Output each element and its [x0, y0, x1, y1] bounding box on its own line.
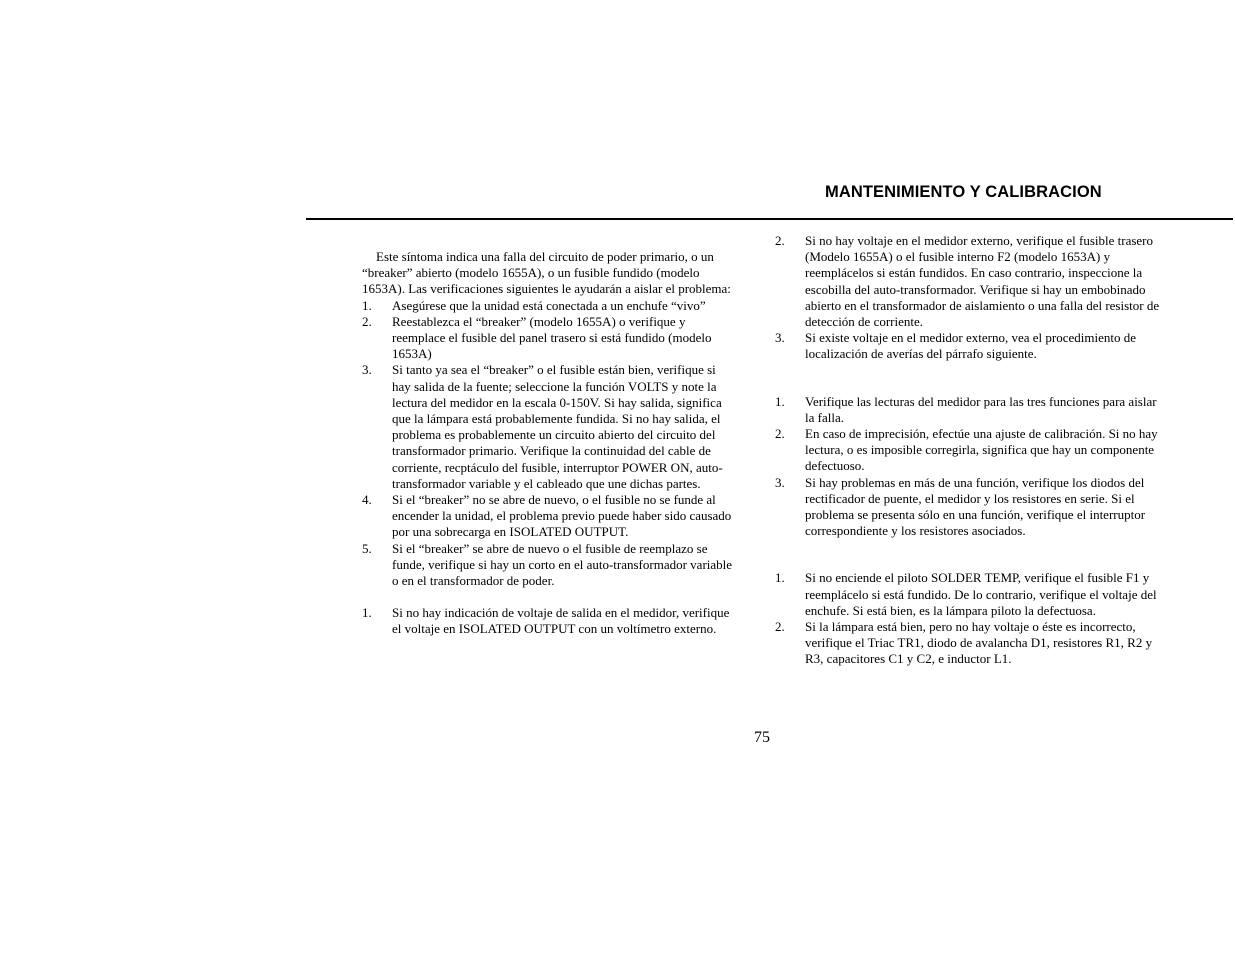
list-item — [775, 426, 1167, 475]
right-list-meter — [775, 394, 1167, 540]
page-number: 75 — [754, 729, 770, 746]
list-item — [362, 362, 737, 492]
intro-paragraph: Este síntoma indica una falla del circuito de poder primario, o un “breaker” abierto (modelo 1655A), o un fusible fundido (modelo 1653A). Las verificaciones siguientes le ayudarán a aislar el problema: — [362, 249, 731, 297]
item-number: 1. — [775, 570, 785, 586]
right-column — [775, 233, 1167, 668]
item-number: 3. — [775, 474, 785, 490]
item-text: Asegúrese que la unidad está conectada a un enchufe “vivo” — [392, 297, 706, 313]
item-number: 2. — [362, 313, 372, 329]
item-number: 4. — [362, 492, 372, 508]
section-spacer — [362, 589, 737, 605]
list-item — [775, 570, 1167, 619]
item-number: 3. — [775, 330, 785, 346]
list-item — [362, 541, 737, 590]
right-list-solder — [775, 570, 1167, 667]
item-text: Verifique las lecturas del medidor para las tres funciones para aislar la falla. — [805, 393, 1157, 425]
list-item — [775, 330, 1167, 362]
item-text: Si el “breaker” no se abre de nuevo, o el fusible no se funde al encender la unidad, el problema previo puede haber sido causado por una sobrecarga en ISOLATED OUTPUT. — [392, 492, 732, 540]
item-text: Reestablezca el “breaker” (modelo 1655A) o verifique y reemplace el fusible del panel trasero si está fundido (modelo 1653A) — [392, 313, 712, 362]
list-item — [775, 475, 1167, 540]
left-list-output — [362, 605, 737, 637]
item-text: Si no hay indicación de voltaje de salida en el medidor, verifique el voltaje en ISOLATED OUTPUT con un voltímetro externo. — [392, 605, 730, 637]
item-number: 2. — [775, 619, 785, 635]
section-spacer — [775, 363, 1167, 394]
item-text: Si existe voltaje en el medidor externo, vea el procedimiento de localización de averías del párrafo siguiente. — [805, 330, 1137, 362]
item-number: 1. — [362, 605, 372, 621]
item-text: Si no enciende el piloto SOLDER TEMP, verifique el fusible F1 y reemplácelo si está fundido. De lo contrario, verifique el voltaje del enchufe. Si está bien, es la lámpara piloto la defectuosa. — [805, 570, 1157, 618]
left-list-primary — [362, 298, 737, 590]
list-item — [362, 314, 737, 363]
item-number: 1. — [362, 297, 372, 313]
list-item — [775, 233, 1167, 330]
item-text: Si la lámpara está bien, pero no hay voltaje o éste es incorrecto, verifique el Triac TR1, diodo de avalancha D1, resistores R1, R2 y R3, capacitores C1 y C2, e inductor L1. — [805, 619, 1153, 667]
item-number: 2. — [775, 426, 785, 442]
item-text: Si el “breaker” se abre de nuevo o el fusible de reemplazo se funde, verifique si hay un corto en el auto-transformador variable o en el transformador de poder. — [392, 540, 733, 589]
section-title: MANTENIMIENTO Y CALIBRACION — [825, 183, 1102, 201]
list-item — [362, 605, 737, 637]
item-number: 5. — [362, 540, 372, 556]
list-item — [775, 619, 1167, 668]
list-item — [775, 394, 1167, 426]
item-text: Si tanto ya sea el “breaker” o el fusible están bien, verifique si hay salida de la fuente; seleccione la función VOLTS y note la lectura del medidor en la escala 0-150V. Si hay salida, significa que la lámpara está probablemente fundida. Si no hay salida, el problema es probablemente un circuito abierto del circuito del transformador primario. Verifique la continuidad del cable de corriente, recptáculo del fusible, interruptor POWER ON, auto-transformador variable y el cableado que une dichas partes. — [392, 362, 723, 491]
item-text: Si no hay voltaje en el medidor externo, verifique el fusible trasero (Modelo 1655A) o el fusible interno F2 (modelo 1653A) y reemplácelos si están fundidos. En caso contrario, inspeccione la escobilla del auto-transformador. Verifique si hay un embobinado abierto en el transformador de aislamiento o una falla del resistor de detección de corriente. — [805, 233, 1160, 330]
item-number: 3. — [362, 362, 372, 378]
list-item — [362, 492, 737, 541]
section-spacer — [775, 539, 1167, 570]
list-item — [362, 298, 737, 314]
left-column — [362, 249, 737, 638]
item-text: Si hay problemas en más de una función, verifique los diodos del rectificador de puente, el medidor y los resistores en serie. Si el problema se presenta sólo en una función, verifique el interruptor correspondiente y los resistores asociados. — [805, 474, 1146, 539]
item-number: 1. — [775, 393, 785, 409]
item-number: 2. — [775, 233, 785, 248]
right-list-output-continued — [775, 233, 1167, 363]
item-text: En caso de imprecisión, efectúe una ajuste de calibración. Si no hay lectura, o es imposible corregirla, significa que hay un componente defectuoso. — [805, 426, 1158, 474]
header-divider — [306, 218, 1233, 220]
